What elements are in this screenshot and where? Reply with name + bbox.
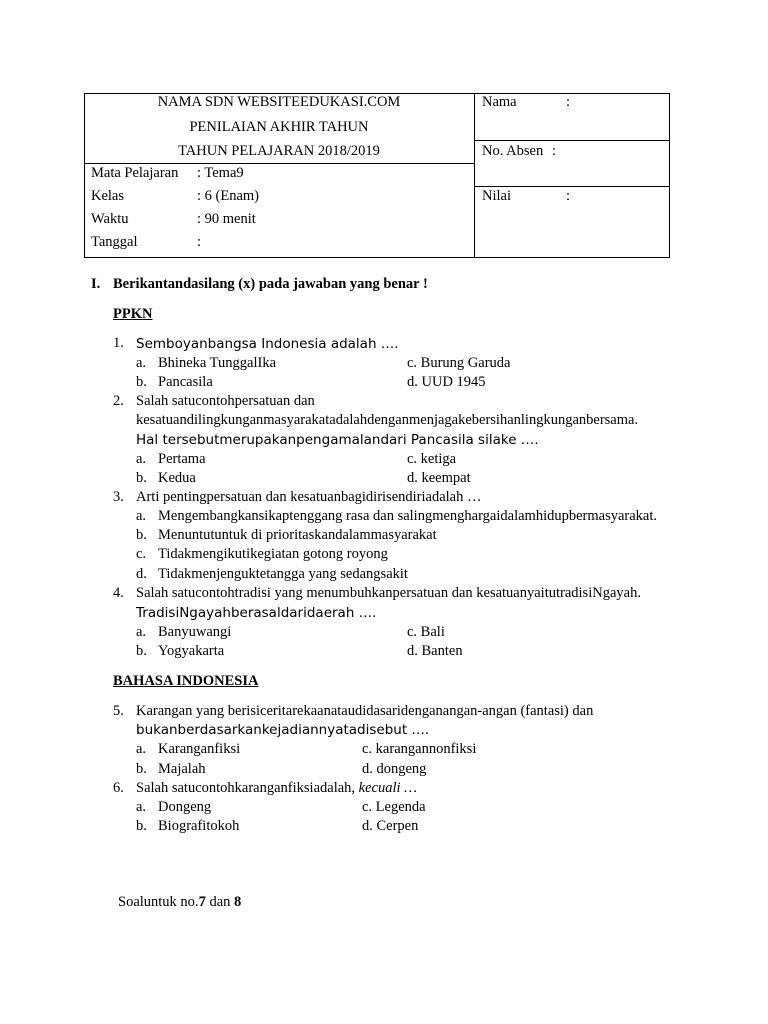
header-divider-right-2 [474, 186, 670, 187]
option-text: d. Cerpen [362, 818, 419, 834]
option-text: Biografitokoh [158, 818, 240, 834]
option-letter: a. [136, 741, 147, 757]
question-text: Karangan yang berisiceritarekaanataudidasaridenganangan-angan (fantasi) dan [136, 703, 594, 719]
question-text: Hal tersebutmerupakanpengamalandari Pancasila silake …. [136, 432, 539, 448]
name-colon: : [566, 94, 571, 110]
option-letter: a. [136, 799, 147, 815]
score-colon: : [566, 188, 571, 204]
absen-label: No. Absen [482, 143, 544, 159]
field-value-date: : [197, 234, 202, 250]
question-number: 3. [113, 489, 124, 505]
option-text: Tidakmenjenguktetangga yang sedangsakit [158, 566, 408, 582]
option-text: c. Bali [407, 624, 445, 640]
question-number: 6. [113, 780, 124, 796]
option-letter: a. [136, 624, 147, 640]
field-value-time: : 90 menit [197, 211, 256, 227]
option-text: d. Banten [407, 643, 463, 659]
question-number: 4. [113, 585, 124, 601]
option-letter: a. [136, 508, 147, 524]
assessment-title: PENILAIAN AKHIR TAHUN [189, 119, 369, 135]
section-number: I. [91, 276, 101, 292]
option-text: Majalah [158, 761, 206, 777]
question-text: bukanberdasarkankejadiannyatadisebut …. [136, 722, 430, 738]
question-text-main: Salah satucontohkaranganfiksiadalah, [136, 780, 359, 796]
option-text: Menuntutuntuk di prioritaskandalammasyarakat [158, 527, 437, 543]
subject-heading-ppkn: PPKN [113, 306, 153, 322]
header-divider-right-1 [474, 140, 670, 141]
option-text: Yogyakarta [158, 643, 225, 659]
header-divider-left [84, 163, 474, 164]
option-text: Kedua [158, 470, 196, 486]
option-letter: a. [136, 355, 147, 371]
option-letter: b. [136, 761, 147, 777]
footer-number-7: 7 [198, 894, 206, 910]
option-letter: d. [136, 566, 147, 582]
option-text: Tidakmengikutikegiatan gotong royong [158, 546, 388, 562]
question-number: 2. [113, 393, 124, 409]
option-text: Banyuwangi [158, 624, 232, 640]
question-text: Salah satucontohpersatuan dan [136, 393, 315, 409]
option-text: c. ketiga [407, 451, 457, 467]
question-text [136, 780, 417, 797]
field-label-time: Waktu [91, 211, 129, 227]
footer-mid: dan [205, 894, 234, 910]
option-text: c. Burung Garuda [407, 355, 511, 371]
question-text: kesatuandilingkunganmasyarakatadalahdenganmenjagakebersihanlingkunganbersama. [136, 412, 639, 428]
option-text: c. Legenda [362, 799, 426, 815]
option-letter: b. [136, 527, 147, 543]
option-text: d. dongeng [362, 761, 427, 777]
absen-colon: : [552, 143, 557, 159]
footer-number-8: 8 [234, 894, 242, 910]
question-text: Salah satucontohtradisi yang menumbuhkanpersatuan dan kesatuanyaitutradisiNgayah. [136, 585, 641, 601]
option-text: Dongeng [158, 799, 212, 815]
option-text: Pertama [158, 451, 206, 467]
question-number: 5. [113, 703, 124, 719]
footer-note [118, 894, 241, 911]
school-year: TAHUN PELAJARAN 2018/2019 [178, 143, 380, 159]
option-letter: a. [136, 451, 147, 467]
option-text: Mengembangkansikaptenggang rasa dan salingmenghargaidalamhidupbermasyarakat. [158, 508, 658, 524]
question-text: Semboyanbangsa Indonesia adalah …. [136, 336, 399, 352]
option-letter: b. [136, 470, 147, 486]
subject-heading-bahasa: BAHASA INDONESIA [113, 673, 259, 689]
question-number: 1. [113, 335, 124, 351]
option-letter: b. [136, 818, 147, 834]
question-text: Arti pentingpersatuan dan kesatuanbagidirisendiriadalah … [136, 489, 482, 505]
option-text: d. keempat [407, 470, 471, 486]
field-label-class: Kelas [91, 188, 125, 204]
school-name: NAMA SDN WEBSITEEDUKASI.COM [157, 94, 401, 110]
option-letter: b. [136, 374, 147, 390]
name-label: Nama [482, 94, 517, 110]
field-label-date: Tanggal [91, 234, 138, 250]
option-text: Karanganfiksi [158, 741, 241, 757]
option-letter: b. [136, 643, 147, 659]
option-text: d. UUD 1945 [407, 374, 486, 390]
option-text: Pancasila [158, 374, 213, 390]
field-value-class: : 6 (Enam) [197, 188, 260, 204]
footer-prefix: Soaluntuk no. [118, 894, 199, 910]
option-text: Bhineka TunggalIka [158, 355, 277, 371]
header-divider-vertical [474, 93, 475, 258]
score-label: Nilai [482, 188, 511, 204]
question-text: TradisiNgayahberasaldaridaerah …. [136, 605, 377, 621]
option-text: c. karangannonfiksi [362, 741, 477, 757]
field-label-subject: Mata Pelajaran [91, 165, 179, 181]
field-value-subject: : Tema9 [197, 165, 244, 181]
question-text-emphasis: kecuali … [358, 780, 418, 796]
option-letter: c. [136, 546, 147, 562]
section-instruction: Berikantandasilang (x) pada jawaban yang benar ! [113, 276, 428, 292]
